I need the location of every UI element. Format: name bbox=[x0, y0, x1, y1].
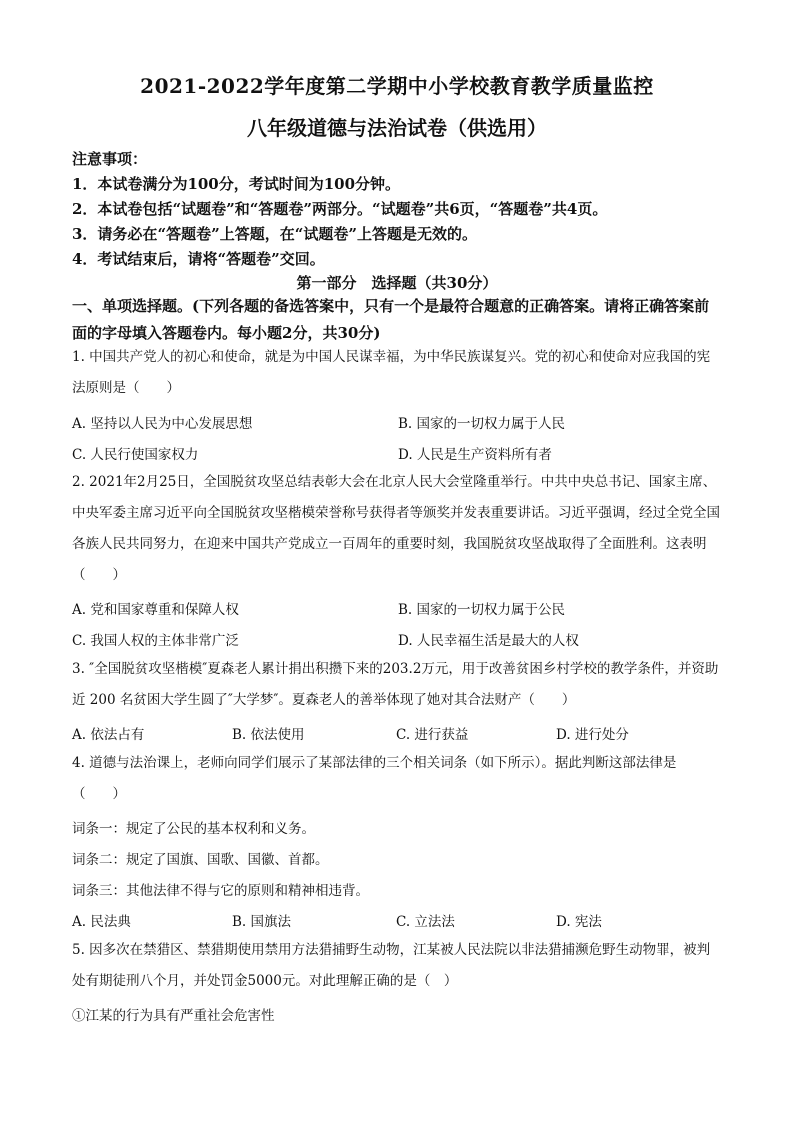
question-4-clause-2: 词条二：规定了国旗、国歌、国徽、首都。 bbox=[72, 852, 329, 868]
question-4-option-b: B. 国旗法 bbox=[232, 914, 292, 930]
question-1-stem: 1. 中国共产党人的初心和使命，就是为中国人民谋幸福，为中华民族谋复兴。党的初心和使命对应我国的宪法原则是（ ） bbox=[72, 349, 711, 396]
notice-heading: 注意事项： bbox=[72, 150, 148, 168]
notice-item: 1．本试卷满分为100分，考试时间为100分钟。 bbox=[72, 175, 401, 193]
question-4-option-d: D. 宪法 bbox=[556, 914, 602, 930]
question-4-stem: 4. 道德与法治课上，老师向同学们展示了某部法律的三个相关词条（如下所示）。据此判断这部法律是（ ） bbox=[72, 755, 677, 802]
question-4-option-a: A. 民法典 bbox=[72, 914, 131, 930]
section-instruction: 一、单项选择题。(下列各题的备选答案中，只有一个是最符合题意的正确答案。请将正确答案前面的字母填入答题卷内。每小题2分，共30分) bbox=[72, 297, 710, 342]
question-2-option-b: B. 国家的一切权力属于公民 bbox=[398, 602, 566, 618]
question-2-option-d: D. 人民幸福生活是最大的人权 bbox=[398, 633, 579, 649]
question-4-option-c: C. 立法法 bbox=[396, 914, 455, 930]
question-1-option-a: A. 坚持以人民为中心发展思想 bbox=[72, 416, 253, 432]
question-1-option-b: B. 国家的一切权力属于人民 bbox=[398, 416, 566, 432]
question-1-option-d: D. 人民是生产资料所有者 bbox=[398, 447, 552, 463]
exam-subtitle: 八年级道德与法治试卷（供选用） bbox=[247, 116, 547, 140]
question-3-option-c: C. 进行获益 bbox=[396, 727, 469, 743]
question-2-stem: 2. 2021年2月25日，全国脱贫攻坚总结表彰大会在北京人民大会堂隆重举行。中共中央总书记、国家主席、中央军委主席习近平向全国脱贫攻坚楷模荣誉称号获得者等颁奖并发表重要讲话。习近平强调，经过全党全国各族人民共同努力，在迎来中国共产党成立一百周年的重要时刻，我国脱贫攻坚战取得了全面胜利。这表明（ ） bbox=[72, 474, 720, 583]
question-3-option-b: B. 依法使用 bbox=[232, 727, 305, 743]
notice-item: 2．本试卷包括“试题卷”和“答题卷”两部分。“试题卷”共6页，“答题卷”共4页。 bbox=[72, 200, 608, 218]
question-4-clause-1: 词条一：规定了公民的基本权利和义务。 bbox=[72, 821, 315, 837]
notice-item: 4．考试结束后，请将“答题卷”交回。 bbox=[72, 250, 325, 268]
question-1-option-c: C. 人民行使国家权力 bbox=[72, 447, 199, 463]
part1-title: 第一部分 选择题（共30分） bbox=[296, 274, 498, 292]
question-4-clause-3: 词条三：其他法律不得与它的原则和精神相违背。 bbox=[72, 883, 369, 899]
question-5-stem: 5. 因多次在禁猎区、禁猎期使用禁用方法猎捕野生动物，江某被人民法院以非法猎捕濒危野生动物罪，被判处有期徒刑八个月，并处罚金5000元。对此理解正确的是（ ） bbox=[72, 942, 711, 989]
question-5-statement-1: ①江某的行为具有严重社会危害性 bbox=[72, 1008, 275, 1024]
question-2-option-c: C. 我国人权的主体非常广泛 bbox=[72, 633, 239, 649]
notice-item: 3．请务必在“答题卷”上答题，在“试题卷”上答题是无效的。 bbox=[72, 225, 477, 243]
question-3-option-d: D. 进行处分 bbox=[556, 727, 629, 743]
exam-title: 2021-2022学年度第二学期中小学校教育教学质量监控 bbox=[140, 74, 654, 98]
question-3-option-a: A. 依法占有 bbox=[72, 727, 145, 743]
question-3-stem: 3. ″全国脱贫攻坚楷模″夏森老人累计捐出积攒下来的203.2万元，用于改善贫困乡村学校的教学条件，并资助近 200 名贫困大学生圆了″大学梦″。夏森老人的善举体现了她对其合法财产（ ） bbox=[72, 661, 719, 708]
question-2-option-a: A. 党和国家尊重和保障人权 bbox=[72, 602, 239, 618]
